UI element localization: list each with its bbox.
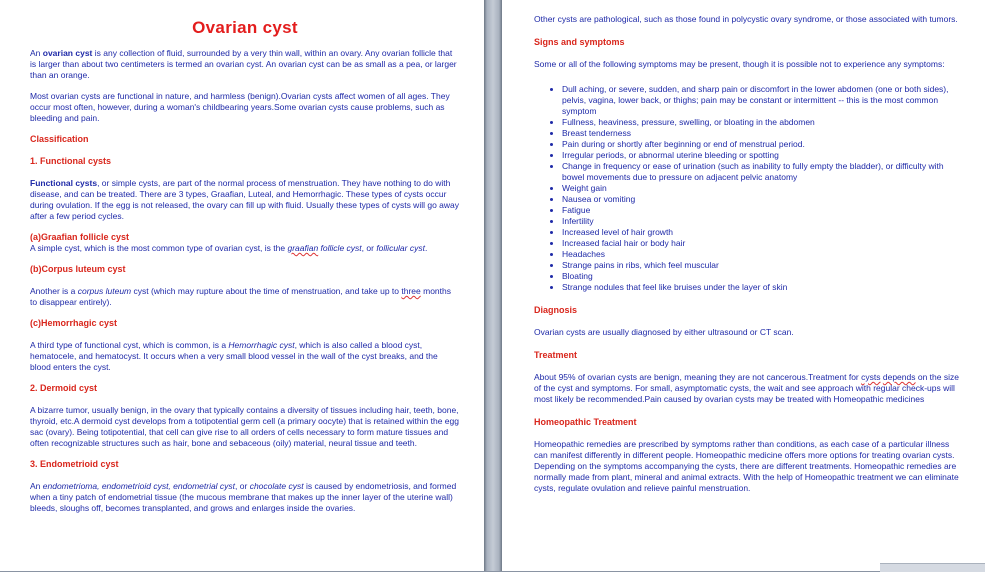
- treatment-post: on the size of the cyst and symptoms. For small, asymptomatic cysts, the wait and see approach with regular check-ups will most likely be recommended.Pain caused by ovarian cysts may be treated with Homeopathic medicines: [534, 372, 959, 404]
- luteum-misspelled-word: three: [401, 286, 421, 296]
- list-item: • Change in frequency or ease of urination (such as inability to fully empty the bladder), or difficulty with bowel movements due to pressure on adjacent pelvic anatomy: [562, 161, 963, 183]
- signs-heading: Signs and symptoms: [534, 37, 625, 47]
- list-item: • Fatigue: [562, 205, 963, 216]
- list-item: • Nausea or vomiting: [562, 194, 963, 205]
- treatment-misspelled-cysts: cysts: [861, 372, 881, 382]
- graafian-paragraph: [30, 243, 460, 254]
- endometrioid-mid: , or: [235, 481, 250, 491]
- endometrioid-heading: 3. Endometrioid cyst: [30, 459, 119, 469]
- luteum-heading: (b)Corpus luteum cyst: [30, 264, 126, 274]
- treatment-misspelled-depends: depends: [882, 372, 916, 382]
- list-item: • Bloating: [562, 271, 963, 282]
- hemorrhagic-italic: Hemorrhagic cyst: [228, 340, 295, 350]
- diagnosis-heading: Diagnosis: [534, 305, 578, 315]
- graafian-italic: follicle cyst: [318, 243, 362, 253]
- functional-heading: 1. Functional cysts: [30, 156, 112, 166]
- intro-paragraph: [30, 48, 460, 81]
- functional-post: , or simple cysts, are part of the normal process of menstruation. They have nothing to do with disease, and can be treated. There are 3 types, Graafian, Luteal, and Hemorrhagic. These types of cysts occur during ovulation. If the egg is not released, the ovary can fill up with fluid. Usually these types of cysts will go away after a few period cycles.: [30, 178, 460, 221]
- list-item: • Increased level of hair growth: [562, 227, 963, 238]
- hemorrhagic-post: , which is also called a blood cyst, hematocele, and hematocyst. It occurs when a very small blood vessel in the wall of the cyst breaks, and the blood enters the cyst.: [30, 340, 438, 372]
- list-item: • Strange nodules that feel like bruises under the layer of skin: [562, 282, 963, 293]
- luteum-italic: corpus luteum: [77, 286, 132, 296]
- endometrioid-paragraph: [30, 481, 460, 514]
- luteum-paragraph: [30, 286, 460, 308]
- follicular-italic: follicular cyst: [376, 243, 425, 253]
- list-item: • Weight gain: [562, 183, 963, 194]
- endometrioma-italic: endometrioma, endometrioid cyst, endometrial cyst: [42, 481, 236, 491]
- classification-heading: Classification: [30, 134, 89, 144]
- hemorrhagic-heading: (c)Hemorrhagic cyst: [30, 318, 118, 328]
- list-item: • Strange pains in ribs, which feel muscular: [562, 260, 963, 271]
- list-item: • Dull aching, or severe, sudden, and sharp pain or discomfort in the lower abdomen (one or both sides), pelvis, vagina, lower back, or thighs; pain may be constant or intermittent -- this is the most common symptom: [562, 84, 963, 117]
- graafian-heading: (a)Graafian follicle cyst: [30, 232, 130, 242]
- luteum-post: months to disappear entirely).: [30, 286, 451, 307]
- list-item: • Headaches: [562, 249, 963, 260]
- document-page-right[interactable]: [502, 0, 985, 571]
- graafian-pre: A simple cyst, which is the most common type of ovarian cyst, is the: [30, 243, 288, 253]
- graafian-post: .: [424, 243, 428, 253]
- graafian-misspelled-word: graafian: [287, 243, 319, 253]
- treatment-heading: Treatment: [534, 350, 578, 360]
- treatment-pre: About 95% of ovarian cysts are benign, meaning they are not cancerous.Treatment for: [534, 372, 862, 382]
- functional-paragraph: [30, 178, 460, 222]
- list-item: • Pain during or shortly after beginning or end of menstrual period.: [562, 139, 963, 150]
- list-item: • Fullness, heaviness, pressure, swelling, or bloating in the abdomen: [562, 117, 963, 128]
- document-page-left[interactable]: [0, 0, 484, 571]
- luteum-mid: cyst (which may rupture about the time of menstruation, and take up to: [131, 286, 402, 296]
- intro-post: is any collection of fluid, surrounded by a very thin wall, within an ovary. Any ovarian follicle that is larger than about two centimeters is termed an ovarian cyst. An ovarian cyst can be as small as a pea, or larger than an orange.: [30, 48, 457, 80]
- intro-bold-term: ovarian cyst: [42, 48, 93, 58]
- document-title: Ovarian cyst: [192, 18, 298, 37]
- list-item: • Infertility: [562, 216, 963, 227]
- dermoid-paragraph: A bizarre tumor, usually benign, in the ovary that typically contains a diversity of tissues including hair, teeth, bone, thyroid, etc.A dermoid cyst develops from a totipotential germ cell (a primary oocyte) that is retained within the egg sac (ovary). Being totipotential, that cell can give rise to all orders of cells necessary to form mature tissues and often recognizable structures such as hair, bone and sebaceous (oily) material, neural tissue and teeth.: [30, 405, 459, 448]
- treatment-paragraph: [534, 372, 963, 405]
- list-item: • Increased facial hair or body hair: [562, 238, 963, 249]
- page-gutter: [484, 0, 502, 571]
- hemorrhagic-paragraph: [30, 340, 460, 373]
- diagnosis-paragraph: Ovarian cysts are usually diagnosed by either ultrasound or CT scan.: [534, 327, 794, 337]
- intro-pre: An: [30, 48, 43, 58]
- benign-paragraph: Most ovarian cysts are functional in nature, and harmless (benign).Ovarian cysts affect women of all ages. They occur most often, however, during a woman's childbearing years.Some ovarian cysts cause problems, such as bleeding and pain.: [30, 91, 450, 123]
- dermoid-heading: 2. Dermoid cyst: [30, 383, 98, 393]
- graafian-mid: , or: [361, 243, 377, 253]
- endometrioid-post: is caused by endometriosis, and formed when a tiny patch of endometrial tissue (the mucous membrane that makes up the inner layer of the uterine wall) bleeds, sloughs off, becomes transplanted, and grows and enlarges inside the ovaries.: [30, 481, 457, 513]
- pathological-paragraph: Other cysts are pathological, such as those found in polycystic ovary syndrome, or those associated with tumors.: [534, 14, 958, 24]
- list-item: • Irregular periods, or abnormal uterine bleeding or spotting: [562, 150, 963, 161]
- endometrioid-pre: An: [30, 481, 43, 491]
- chocolate-cyst-italic: chocolate cyst: [249, 481, 304, 491]
- functional-bold-term: Functional cysts: [30, 178, 98, 188]
- signs-intro: Some or all of the following symptoms may be present, though it is possible not to experience any symptoms:: [534, 59, 945, 69]
- luteum-pre: Another is a: [30, 286, 78, 296]
- list-item: • Breast tenderness: [562, 128, 963, 139]
- homeopathic-paragraph: Homeopathic remedies are prescribed by symptoms rather than conditions, as each case of a particular illness can manifest differently in different people. Homeopathic medicine offers more options for treating ovarian cysts. Depending on the symptoms accompanying the cysts, there are different treatments. Homeopathic remedies are normally made from plant, mineral and animal extracts. With the help of Homeopathic treatment we can eliminate cysts, regulate ovulation and relieve painful menstruation.: [534, 439, 959, 493]
- hemorrhagic-pre: A third type of functional cyst, which is common, is a: [30, 340, 229, 350]
- homeopathic-heading: Homeopathic Treatment: [534, 417, 637, 427]
- symptom-list: [534, 84, 963, 293]
